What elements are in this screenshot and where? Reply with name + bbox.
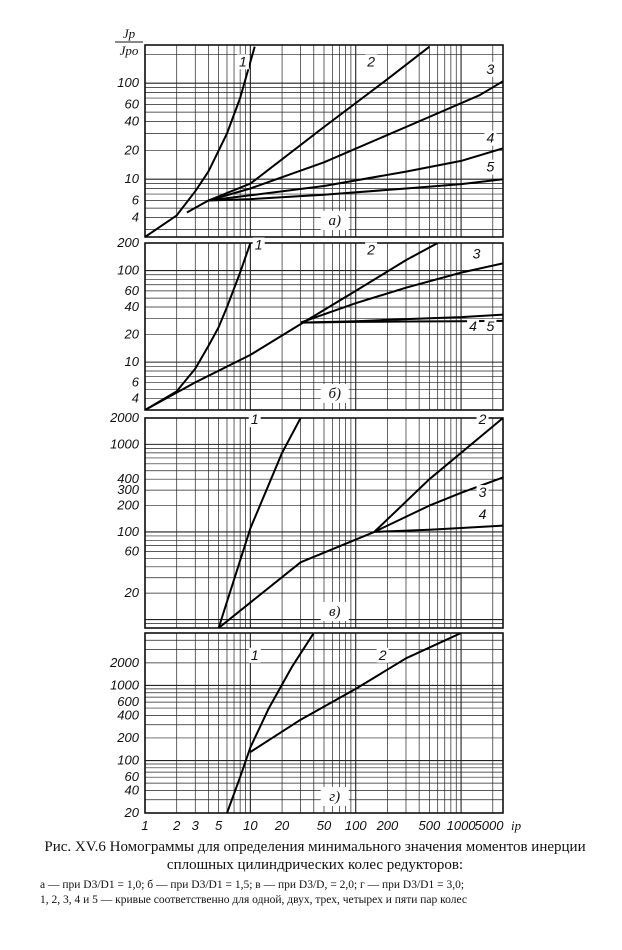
curve-label-1: 1 [250,411,259,428]
y-tick-label: 400 [117,707,139,723]
y-tick-label: 100 [117,262,139,278]
y-tick-label: 400 [117,471,139,487]
curve-4 [374,526,503,532]
x-tick-label: 5000 [474,818,504,833]
y-tick-label: 200 [117,729,139,745]
y-tick-label: 100 [117,75,139,91]
y-tick-label: 600 [117,694,139,710]
y-tick-label: 300 [117,482,139,498]
curve-label-4: 4 [469,317,477,334]
y-tick-label: 60 [124,543,139,559]
panel-curves [219,418,503,628]
curve-label-1: 1 [239,53,247,70]
figure-caption: Рис. XV.6 Номограммы для определения минимального значения моментов инерции сплошных цилиндрических колес редукторов: [44,839,586,873]
x-tick-label: 200 [376,818,399,833]
y-tick-labels [116,235,139,406]
nomogram-panel-1 [115,26,503,237]
y-tick-label: 60 [124,769,139,785]
y-tick-labels [109,410,140,600]
curve-2 [219,418,503,628]
curve-label-3: 3 [478,484,487,501]
x-tick-label: 1000 [446,818,476,833]
curve-label-1: 1 [254,236,263,253]
nomogram-panel-4 [109,633,522,833]
y-tick-label: 20 [124,142,139,158]
y-tick-label: 6 [131,192,139,208]
y-tick-label: 40 [124,113,139,129]
y-axis-title-numerator: Jр [122,26,136,41]
panel-curves [227,633,461,813]
y-tick-label: 2000 [110,410,139,425]
y-tick-label: 4 [131,209,139,225]
y-tick-label: 100 [117,523,139,539]
y-tick-labels [109,655,140,820]
panel-label: г) [329,789,341,805]
curve-label-5: 5 [486,158,495,175]
y-tick-label: 20 [124,326,139,342]
figure-legend [40,878,590,908]
y-tick-label: 40 [124,298,139,314]
nomogram-panel-2 [116,235,503,410]
x-tick-label: 2 [173,818,181,833]
curve-1 [145,243,250,410]
panel-grid [145,418,503,628]
x-tick-label: 5 [215,818,223,833]
y-tick-label: 6 [131,374,139,390]
y-tick-label: 10 [124,171,139,187]
panel-grid [145,45,503,237]
legend-line-panels: а — при D3/D1 = 1,0; б — при D3/D1 = 1,5; в — при D3/D, = 2,0; г — при D3/D1 = 3,0; [40,879,465,891]
y-tick-label: 40 [124,782,139,798]
y-tick-label: 200 [117,235,139,250]
y-axis-title-denominator: Jро [119,43,139,58]
panel-label: б) [328,386,342,402]
x-tick-label: 1 [141,818,149,833]
y-tick-label: 1000 [110,677,139,693]
y-tick-label: 200 [117,497,139,513]
x-tick-label: 50 [316,818,332,833]
x-axis-title: iр [511,818,522,833]
x-tick-label: 3 [191,818,199,833]
y-tick-label: 2000 [110,654,139,670]
y-tick-label: 1000 [110,436,139,452]
nomogram-panel-3 [109,410,503,628]
y-tick-label: 60 [124,96,139,112]
curve-label-4: 4 [486,129,495,146]
y-tick-label: 100 [117,752,139,768]
x-tick-labels [141,818,504,833]
curve-label-2: 2 [478,411,487,428]
curve-label-3: 3 [486,60,495,77]
curve-label-1: 1 [250,646,259,663]
panel-label: в) [328,604,341,620]
y-tick-label: 10 [124,354,139,370]
curve-label-2: 2 [378,646,387,663]
panel-label: а) [328,213,341,229]
curve-2 [145,243,438,410]
curve-label-5: 5 [486,317,495,334]
x-tick-label: 20 [274,818,290,833]
y-tick-label: 20 [124,805,139,820]
curve-1 [145,47,255,237]
curve-1 [219,418,301,628]
y-tick-label: 20 [124,585,139,601]
curve-3 [301,263,503,322]
y-tick-label: 60 [124,282,139,298]
curve-label-2: 2 [367,53,376,70]
legend-line-curves: 1, 2, 3, 4 и 5 — кривые соответственно для одной, двух, трех, четырех и пяти пар колес [40,894,467,906]
curve-label-2: 2 [367,241,376,258]
y-tick-labels [117,75,139,224]
x-tick-label: 10 [243,818,258,833]
x-tick-label: 500 [418,818,441,833]
x-tick-label: 100 [344,818,367,833]
panel-grid [145,633,503,813]
curve-label-3: 3 [472,245,481,262]
y-tick-label: 4 [131,390,139,406]
curve-label-4: 4 [478,506,487,523]
